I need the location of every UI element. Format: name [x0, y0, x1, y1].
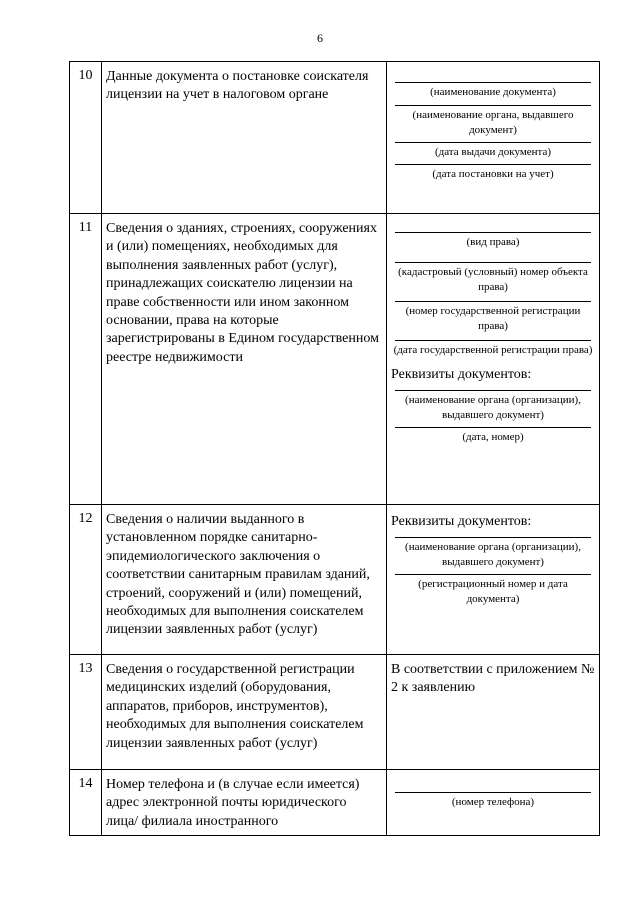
issuing-authority-field[interactable] [395, 105, 591, 106]
table-row [70, 655, 600, 770]
document-name-field[interactable] [395, 82, 591, 83]
registration-number-date-field[interactable] [395, 574, 591, 575]
row-fields [387, 655, 600, 770]
row-description: Данные документа о постановке соискателя лицензии на учет в налоговом органе [102, 62, 387, 214]
requisites-label: Реквизиты документов: [391, 514, 532, 529]
row-number: 12 [70, 505, 102, 655]
field-caption: (кадастровый (условный) номер объекта права) [398, 266, 588, 293]
cadastral-number-field[interactable] [395, 262, 591, 263]
field-caption: (наименование органа (организации), выдавшего документ) [405, 394, 581, 421]
date-number-field[interactable] [395, 427, 591, 428]
field-caption: (дата государственной регистрации права) [393, 344, 593, 356]
field-caption: (дата, номер) [462, 431, 524, 443]
field-caption: (номер телефона) [451, 796, 535, 808]
field-caption: (дата выдачи документа) [434, 146, 552, 158]
row-description: Сведения о наличии выданного в установленном порядке санитарно-эпидемиологического заключения о соответствии санитарным правилам зданий, строений, сооружений и (или) помещений, необходимых для выполнения соискателем лицензии заявленных работ (услуг) [102, 505, 387, 655]
field-caption: (номер государственной регистрации права) [405, 305, 581, 332]
table-row [70, 214, 600, 505]
row-fields [387, 770, 600, 836]
row-fields [387, 505, 600, 655]
issuing-organization-field[interactable] [395, 390, 591, 391]
appendix-reference: В соответствии с приложением № 2 к заявлению [391, 662, 595, 696]
table-row [70, 770, 600, 836]
row-fields [387, 62, 600, 214]
row-number: 14 [70, 770, 102, 836]
row-number: 13 [70, 655, 102, 770]
application-form-table [69, 61, 600, 836]
table-row [70, 505, 600, 655]
issue-date-field[interactable] [395, 142, 591, 143]
registration-number-field[interactable] [395, 301, 591, 302]
field-caption: (вид права) [466, 236, 520, 248]
registration-date-field[interactable] [395, 164, 591, 165]
row-description: Сведения о зданиях, строениях, сооружениях и (или) помещениях, необходимых для выполнения заявленных работ (услуг), принадлежащих соискателю лицензии на праве собственности или ином законном основании, права на которые зарегистрированы в Едином государственном реестре недвижимости [102, 214, 387, 505]
requisites-label: Реквизиты документов: [391, 367, 532, 382]
row-description: Сведения о государственной регистрации медицинских изделий (оборудования, аппаратов, приборов, инструментов), необходимых для выполнения соискателем лицензии заявленных работ (услуг) [102, 655, 387, 770]
field-caption: (наименование документа) [430, 86, 556, 98]
registration-date-field[interactable] [395, 340, 591, 341]
row-fields [387, 214, 600, 505]
row-number: 10 [70, 62, 102, 214]
row-number: 11 [70, 214, 102, 505]
table-row [70, 62, 600, 214]
field-caption: (наименование органа (организации), выдавшего документ) [405, 541, 581, 568]
right-type-field[interactable] [395, 232, 591, 233]
field-caption: (наименование органа, выдавшего документ) [412, 109, 574, 136]
field-caption: (регистрационный номер и дата документа) [418, 578, 568, 605]
phone-number-field[interactable] [395, 792, 591, 793]
row-description: Номер телефона и (в случае если имеется) адрес электронной почты юридического лица/ филиала иностранного [102, 770, 387, 836]
page-number: 6 [317, 31, 323, 45]
issuing-organization-field[interactable] [395, 537, 591, 538]
field-caption: (дата постановки на учет) [432, 168, 554, 180]
